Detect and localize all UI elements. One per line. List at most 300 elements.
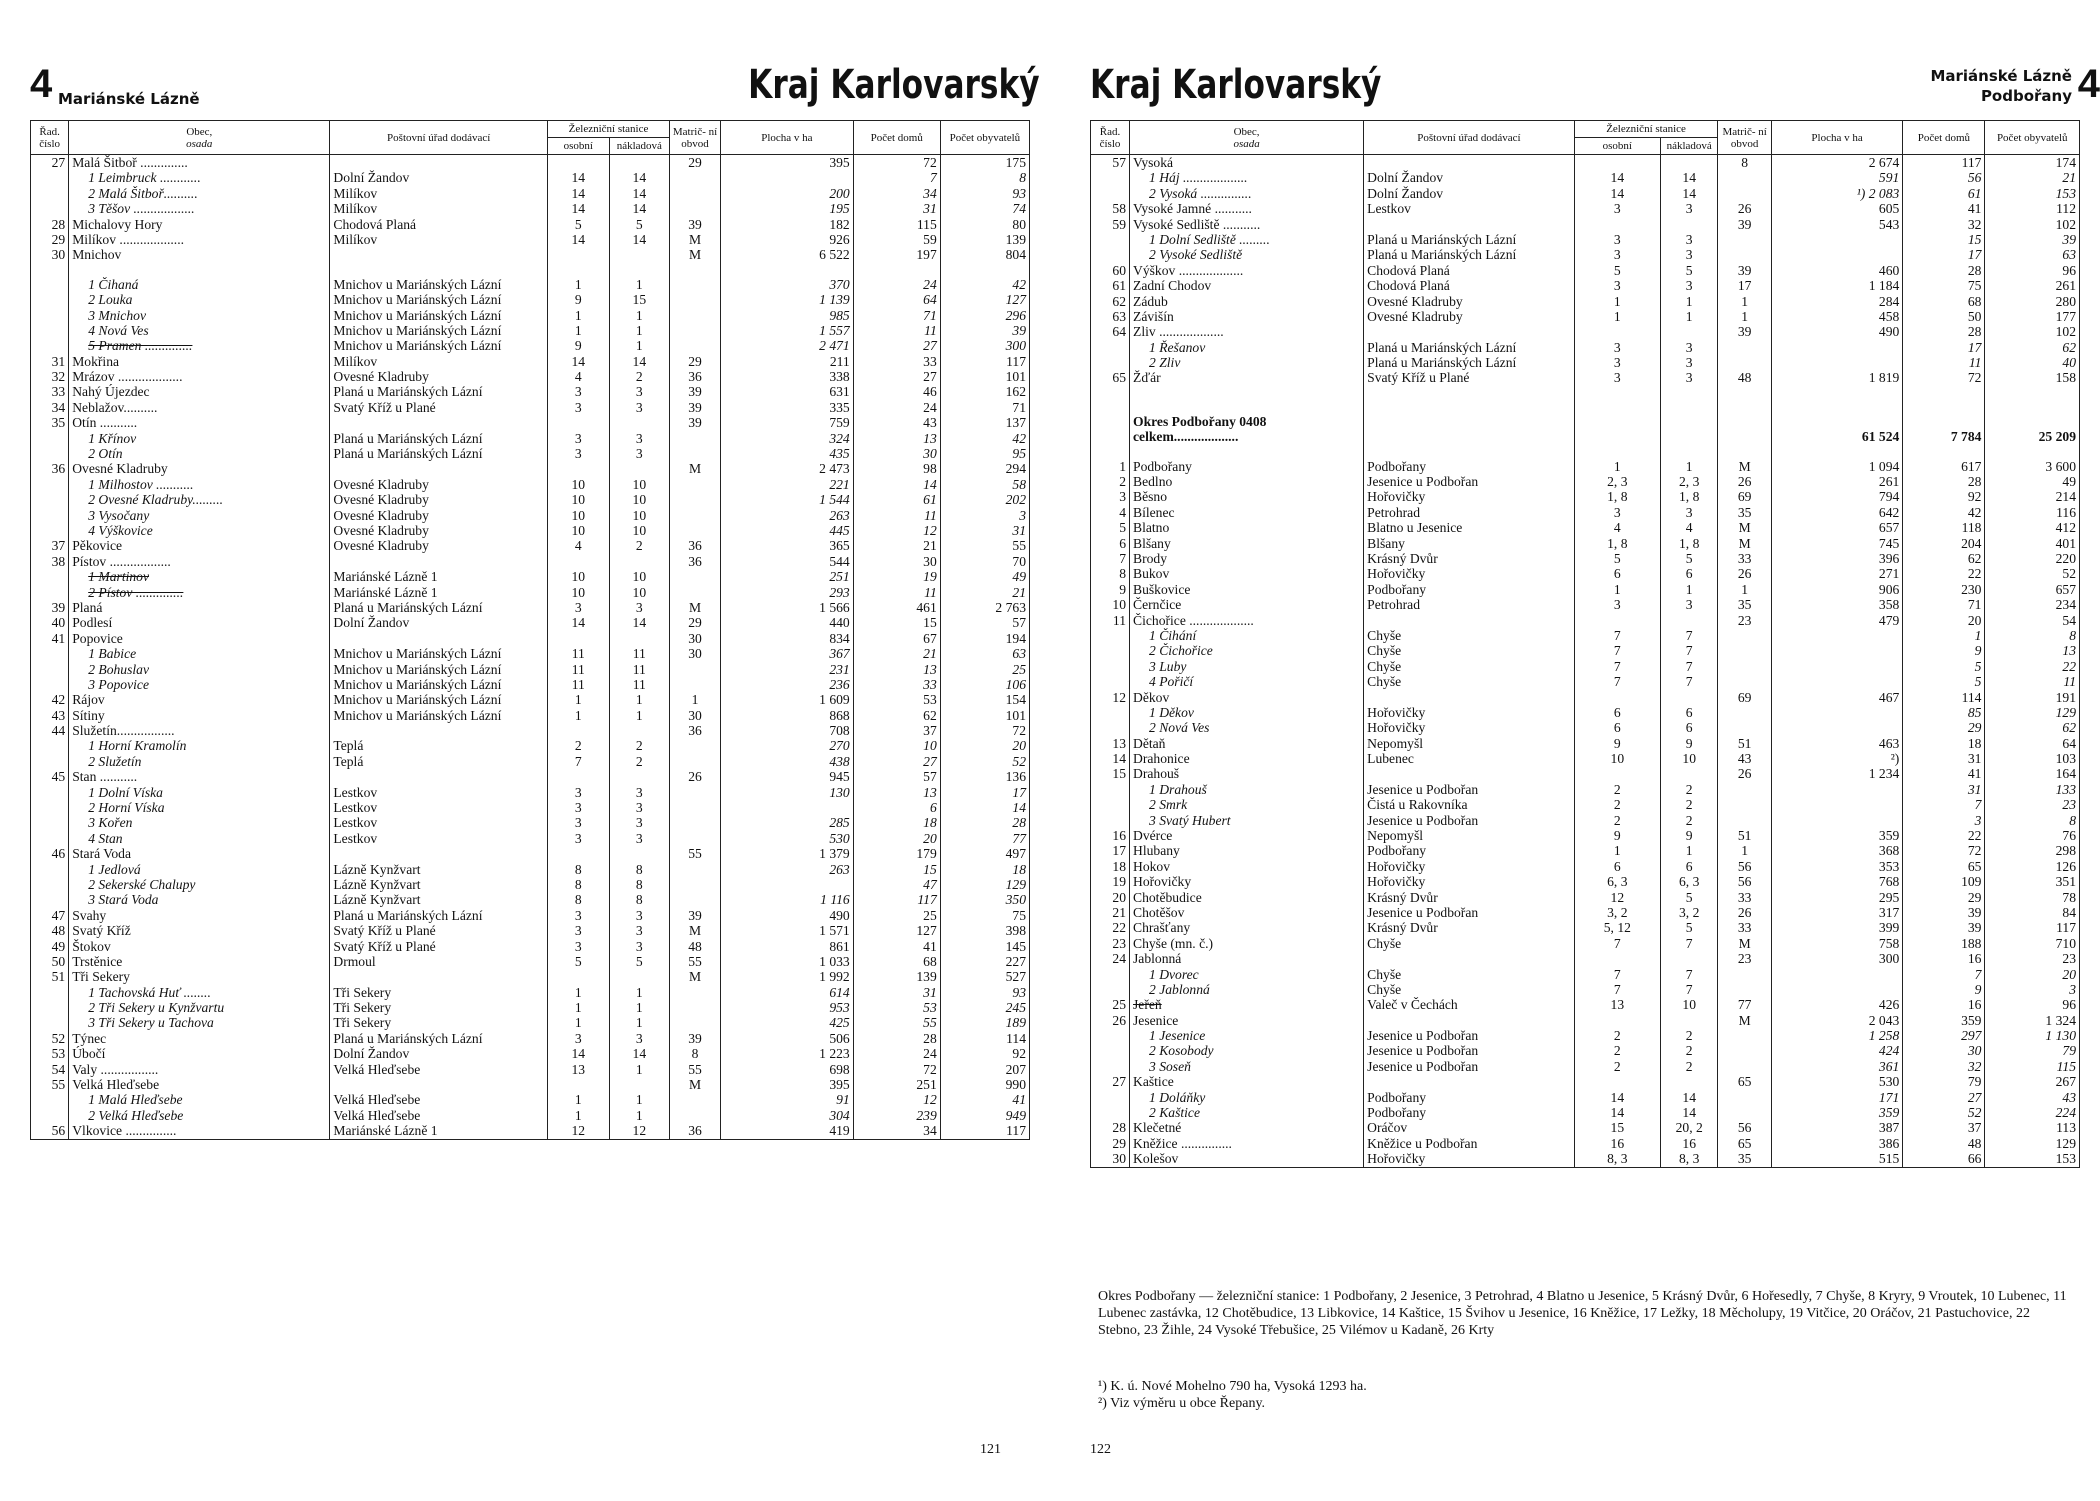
population: 234 [1985,597,2080,612]
passenger-station [1574,1074,1660,1089]
row-number [31,1108,69,1123]
registry-district [670,186,721,201]
municipality-name [1130,813,1364,828]
passenger-station: 3 [548,600,610,615]
area-ha: 530 [721,831,854,846]
passenger-station [1574,445,1660,459]
table-row [31,569,1030,584]
municipality-label: 2 Sekerské Chalupy [88,876,196,892]
passenger-station: 14 [548,201,610,216]
area-ha: 1 557 [721,323,854,338]
municipality-label: Bedlno [1133,474,1173,490]
municipality-label: 3 Vysočany [88,507,150,523]
registry-district [1718,1059,1771,1074]
population: 52 [1985,566,2080,581]
post-office: Hořovičky [1364,874,1575,889]
col-domu: Počet domů [853,121,940,155]
freight-station: 3 [1660,355,1718,370]
municipality-name [69,1092,330,1107]
table-row [31,1031,1030,1046]
registry-district [670,815,721,830]
municipality-label: Mnichov [72,247,122,263]
registry-district: 35 [1718,505,1771,520]
municipality-name [1130,613,1364,628]
passenger-station: 3 [548,815,610,830]
population: 949 [940,1108,1029,1123]
house-count: 55 [853,1015,940,1030]
post-office: Teplá [330,738,548,753]
freight-station [1660,613,1718,628]
area-ha: 467 [1771,690,1902,705]
freight-station: 7 [1660,659,1718,674]
row-number: 12 [1091,690,1130,705]
municipality-label: 2 Tři Sekery u Kynžvartu [88,1000,225,1016]
house-count: 72 [1903,370,1985,385]
municipality-name [1130,1090,1364,1105]
area-ha: 293 [721,585,854,600]
freight-station: 6 [1660,859,1718,874]
post-office: Planá u Mariánských Lázní [330,1031,548,1046]
post-office: Jesenice u Podbořan [1364,1059,1575,1074]
municipality-label: Trstěnice [72,953,123,969]
area-ha: 221 [721,477,854,492]
house-count: 21 [853,646,940,661]
municipality-label: 4 Pořičí [1149,674,1194,690]
municipality-label: Planá [72,599,103,615]
area-ha: 195 [721,201,854,216]
municipality-name [1130,782,1364,797]
row-number: 26 [1091,1013,1130,1028]
table-row [1091,324,2080,339]
registry-district: 36 [670,538,721,553]
row-number [1091,705,1130,720]
municipality-name [69,415,330,430]
area-ha: 261 [1771,474,1902,489]
population: 1 324 [1985,1013,2080,1028]
municipality-label: 1 Horní Kramolín [88,738,187,754]
registry-district [670,831,721,846]
row-number [1091,1090,1130,1105]
registry-district [1718,797,1771,812]
municipality-name [69,954,330,969]
population: 72 [940,723,1029,738]
house-count: 32 [1903,217,1985,232]
area-ha: 353 [1771,859,1902,874]
table-row [31,662,1030,677]
population: 52 [940,754,1029,769]
passenger-station: 10 [548,569,610,584]
row-number: 27 [1091,1074,1130,1089]
registry-district [1718,386,1771,400]
row-number: 63 [1091,309,1130,324]
area-ha: 231 [721,662,854,677]
passenger-station: 2 [1574,1028,1660,1043]
municipality-label: 4 Stan [88,830,123,846]
post-office [330,769,548,784]
municipality-name [1130,982,1364,997]
area-ha: 358 [1771,597,1902,612]
area-ha: 200 [721,186,854,201]
municipality-label: Hořovičky [1133,874,1192,890]
registry-district: 26 [1718,566,1771,581]
registry-district: 23 [1718,613,1771,628]
house-count: 12 [853,1092,940,1107]
table-row [1091,1151,2080,1167]
area-ha: 285 [721,815,854,830]
freight-station: 14 [609,354,670,369]
house-count: 62 [853,708,940,723]
col-posta: Poštovní úřad dodávací [330,121,548,155]
post-office [1364,414,1575,429]
freight-station: 7 [1660,674,1718,689]
registry-district: 69 [1718,690,1771,705]
post-office: Ovesné Kladruby [330,369,548,384]
post-office [1364,386,1575,400]
municipality-label: 2 Smrk [1149,797,1188,813]
registry-district [670,523,721,538]
freight-station: 16 [1660,1136,1718,1151]
table-row [1091,705,2080,720]
row-number: 19 [1091,874,1130,889]
table-body-left [31,155,1030,1140]
passenger-station: 1 [548,1092,610,1107]
freight-station: 3 [1660,597,1718,612]
freight-station: 10 [1660,997,1718,1012]
table-row [1091,474,2080,489]
post-office: Jesenice u Podbořan [1364,1043,1575,1058]
footnote-2: ²) Viz výměru u obce Řepany. [1098,1396,1266,1411]
municipality-name [1130,751,1364,766]
municipality-label: 1 Doláňky [1149,1089,1206,1105]
house-count: 5 [1903,659,1985,674]
municipality-label: 2 Čichořice [1149,643,1213,659]
table-row [31,554,1030,569]
row-number [31,738,69,753]
passenger-station [548,846,610,861]
freight-station: 2 [609,369,670,384]
registry-district: 65 [1718,1074,1771,1089]
area-ha: 359 [1771,828,1902,843]
area-ha: 1 184 [1771,278,1902,293]
population: 49 [940,569,1029,584]
table-row [1091,429,2080,444]
municipality-name [1130,278,1364,293]
house-count: 27 [853,338,940,353]
population: 245 [940,1000,1029,1015]
freight-station [1660,951,1718,966]
table-row [1091,1028,2080,1043]
population: 96 [1985,263,2080,278]
row-number: 43 [31,708,69,723]
house-count: 25 [853,908,940,923]
area-ha: 543 [1771,217,1902,232]
population: 1 130 [1985,1028,2080,1043]
municipality-name [69,308,330,323]
area-ha: 419 [721,1123,854,1139]
freight-station: 2 [1660,1043,1718,1058]
post-office: Dolní Žandov [330,615,548,630]
population: 202 [940,492,1029,507]
table-row [1091,186,2080,201]
area-ha [1771,720,1902,735]
post-office: Velká Hleďsebe [330,1092,548,1107]
freight-station: 3 [1660,247,1718,262]
house-count: 27 [853,369,940,384]
table-row [31,969,1030,984]
municipality-label: Úbočí [72,1046,106,1062]
row-number: 16 [1091,828,1130,843]
freight-station [1660,1074,1718,1089]
row-number: 52 [31,1031,69,1046]
post-office: Čistá u Rakovníka [1364,797,1575,812]
registry-district: 35 [1718,597,1771,612]
table-row [1091,1120,2080,1135]
municipality-label: 2 Pístov .............. [88,584,184,600]
municipality-label: Velká Hleďsebe [72,1077,160,1093]
registry-district [670,201,721,216]
freight-station [609,461,670,476]
post-office: Petrohrad [1364,505,1575,520]
passenger-station: 12 [1574,890,1660,905]
freight-station: 14 [1660,1105,1718,1120]
population: 21 [940,585,1029,600]
post-office: Podbořany [1364,582,1575,597]
footnote-1: ¹) K. ú. Nové Mohelno 790 ha, Vysoká 1293 ha. [1098,1379,1367,1394]
table-row [1091,1043,2080,1058]
post-office: Tři Sekery [330,985,548,1000]
passenger-station [1574,324,1660,339]
registry-district: 69 [1718,489,1771,504]
table-row [31,338,1030,353]
row-number [1091,429,1130,444]
region-title: Kraj Karlovarský [1090,62,1382,108]
municipality-name [1130,309,1364,324]
population: 11 [1985,674,2080,689]
passenger-station: 3 [1574,201,1660,216]
row-number [31,508,69,523]
house-count: 5 [1903,674,1985,689]
registry-district [670,292,721,307]
population: 129 [1985,1136,2080,1151]
house-count: 15 [853,615,940,630]
area-ha: 515 [1771,1151,1902,1167]
post-office: Drmoul [330,954,548,969]
population: 25 [940,662,1029,677]
row-number: 56 [31,1123,69,1139]
registry-district: M [1718,936,1771,951]
post-office [330,631,548,646]
municipality-label: Neblažov.......... [72,399,158,415]
passenger-station: 4 [548,369,610,384]
passenger-station [1574,429,1660,444]
population: 227 [940,954,1029,969]
right-page-header [1090,62,2100,110]
area-ha: 317 [1771,905,1902,920]
row-number: 4 [1091,505,1130,520]
row-number [31,831,69,846]
freight-station [1660,414,1718,429]
row-number [1091,797,1130,812]
municipality-name [1130,459,1364,474]
area-ha: 236 [721,677,854,692]
table-row [1091,736,2080,751]
house-count: 33 [853,354,940,369]
passenger-station [1574,766,1660,781]
registry-district: 30 [670,631,721,646]
passenger-station: 2, 3 [1574,474,1660,489]
municipality-label: Bukov [1133,566,1170,582]
freight-station: 2 [609,538,670,553]
area-ha [1771,355,1902,370]
table-row [31,523,1030,538]
post-office: Ovesné Kladruby [1364,294,1575,309]
passenger-station: 10 [548,523,610,538]
passenger-station: 6 [1574,859,1660,874]
freight-station [609,247,670,262]
house-count: 31 [853,985,940,1000]
municipality-name [1130,386,1364,400]
house-count: 50 [1903,309,1985,324]
registry-district: 1 [1718,843,1771,858]
row-number: 38 [31,554,69,569]
municipality-name [1130,705,1364,720]
house-count: 72 [853,155,940,171]
post-office: Planá u Mariánských Lázní [1364,355,1575,370]
table-row [1091,766,2080,781]
freight-station: 1 [609,308,670,323]
row-number: 28 [31,217,69,232]
area-ha: 631 [721,384,854,399]
passenger-station: 10 [548,585,610,600]
population: 101 [940,708,1029,723]
house-count: 29 [1903,890,1985,905]
municipality-label: Zliv ................... [1133,324,1224,340]
freight-station: 2 [1660,813,1718,828]
area-ha: 490 [1771,324,1902,339]
post-office [1364,429,1575,444]
passenger-station: 8 [548,862,610,877]
population: 3 [940,508,1029,523]
registry-district [670,446,721,461]
municipality-name [1130,232,1364,247]
registry-district [670,892,721,907]
area-ha: 130 [721,785,854,800]
house-count [1903,445,1985,459]
area-ha: 338 [721,369,854,384]
population: 401 [1985,536,2080,551]
municipality-name [1130,566,1364,581]
municipality-name [69,738,330,753]
area-ha: 1 379 [721,846,854,861]
registry-district: 33 [1718,890,1771,905]
registry-district [670,985,721,1000]
table-row [31,892,1030,907]
table-row [1091,674,2080,689]
area-ha: 395 [721,1077,854,1092]
row-number: 2 [1091,474,1130,489]
municipality-name [1130,1120,1364,1135]
municipality-label: Sítiny [72,707,105,723]
area-ha: 271 [1771,566,1902,581]
area-ha: 1 992 [721,969,854,984]
registry-district: 1 [1718,582,1771,597]
freight-station: 9 [1660,828,1718,843]
population: 42 [940,431,1029,446]
population: 58 [940,477,1029,492]
spacer-row [1091,400,2080,414]
population [1985,386,2080,400]
population: 113 [1985,1120,2080,1135]
municipality-name [1130,1136,1364,1151]
table-row [1091,414,2080,429]
area-ha: ²) [1771,751,1902,766]
passenger-station: 7 [1574,628,1660,643]
passenger-station: 1 [1574,294,1660,309]
passenger-station: 13 [1574,997,1660,1012]
freight-station: 11 [609,677,670,692]
municipality-label: Buškovice [1133,581,1191,597]
municipality-label: 2 Jablonná [1149,981,1210,997]
table-row [1091,217,2080,232]
registry-district: 55 [670,1062,721,1077]
registry-district [1718,170,1771,185]
municipality-label: 4 Nová Ves [88,322,149,338]
registry-district: M [670,969,721,984]
house-count: 30 [853,554,940,569]
area-ha: 1 609 [721,692,854,707]
municipality-name [69,277,330,292]
post-office: Planá u Mariánských Lázní [330,384,548,399]
passenger-station: 1 [1574,843,1660,858]
municipality-label: 2 Kaštice [1149,1105,1200,1121]
table-row [31,186,1030,201]
municipality-name [69,400,330,415]
population: 102 [1985,324,2080,339]
house-count: 31 [1903,782,1985,797]
area-ha: 1 033 [721,954,854,969]
row-number [1091,659,1130,674]
population: 175 [940,155,1029,171]
house-count: 17 [1903,247,1985,262]
col-plocha: Plocha v ha [1771,121,1902,155]
population: 117 [940,1123,1029,1139]
freight-station: 5 [1660,890,1718,905]
registry-district [1718,659,1771,674]
population: 49 [1985,474,2080,489]
freight-station: 1 [609,277,670,292]
area-ha: 445 [721,523,854,538]
municipality-name [69,338,330,353]
area-ha: 2 043 [1771,1013,1902,1028]
row-number [31,308,69,323]
registry-district: 26 [1718,474,1771,489]
table-row [1091,843,2080,858]
passenger-station: 1 [1574,309,1660,324]
population: 95 [940,446,1029,461]
population: 63 [1985,247,2080,262]
freight-station: 3, 2 [1660,905,1718,920]
house-count: 27 [853,754,940,769]
municipality-label: 1 Drahouš [1149,781,1207,797]
row-number: 39 [31,600,69,615]
population: 14 [940,800,1029,815]
municipality-label: Pístov .................. [72,553,171,569]
col-matricni: Matrič- ní obvod [670,121,721,155]
municipality-label: Zadní Chodov [1133,278,1212,294]
house-count: 7 784 [1903,429,1985,444]
row-number [1091,400,1130,414]
table-row [1091,982,2080,997]
